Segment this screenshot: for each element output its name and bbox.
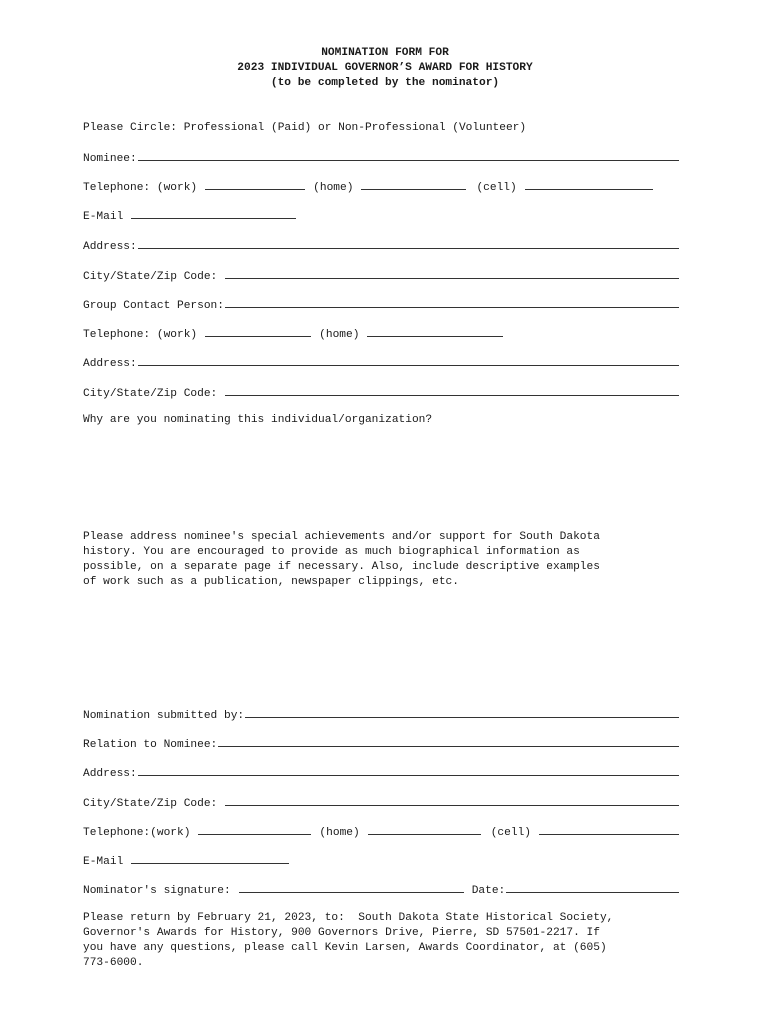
email-field[interactable] [131, 207, 296, 219]
group-telephone-work-label: Telephone: (work) [83, 329, 198, 341]
telephone-cell-label: (cell) [476, 182, 517, 194]
instructions-paragraph: Please address nominee's special achievements and/or support for South Dakota history. You are encouraged to provide as much biographical information as possible, on a separate page if necessary. Also, include descriptive examples of work such as a publication, newspaper clippings, etc. [83, 531, 600, 588]
submitter-telephone-cell-field[interactable] [539, 823, 679, 835]
group-contact-field[interactable] [225, 296, 679, 308]
group-telephone-home-label: (home) [319, 329, 360, 341]
group-city-row [83, 384, 679, 401]
address-field[interactable] [138, 237, 679, 249]
return-instructions: Please return by February 21, 2023, to: South Dakota State Historical Society, Governor's Awards for History, 900 Governors Drive, Pierre, SD 57501-2217. If you have any questions, please call Kevin Larsen, Awards Coordinator, at (605) 773-6000. [83, 912, 614, 969]
form-subtitle: 2023 INDIVIDUAL GOVERNOR’S AWARD FOR HISTORY [237, 62, 533, 74]
form-note: (to be completed by the nominator) [270, 77, 500, 89]
group-contact-label: Group Contact Person: [83, 300, 224, 312]
submitter-address-label: Address: [83, 768, 137, 780]
telephone-cell-field[interactable] [525, 178, 653, 190]
group-telephone-home-field[interactable] [367, 325, 503, 337]
group-address-row [83, 354, 679, 371]
city-state-zip-label: City/State/Zip Code: [83, 271, 218, 283]
nominee-address-row [83, 237, 679, 254]
telephone-work-field[interactable] [205, 178, 305, 190]
submitter-city-state-zip-field[interactable] [225, 794, 679, 806]
group-telephone-row [83, 325, 679, 342]
nominee-field[interactable] [138, 149, 679, 161]
nominee-row [83, 149, 679, 166]
submitter-telephone-work-label: Telephone:(work) [83, 827, 191, 839]
submitter-email-row [83, 852, 679, 869]
email-label: E-Mail [83, 211, 124, 223]
nominee-telephone-row [83, 178, 679, 195]
submitter-telephone-home-label: (home) [319, 827, 360, 839]
date-label: Date: [471, 885, 506, 897]
telephone-home-label: (home) [313, 182, 354, 194]
group-city-state-zip-field[interactable] [225, 384, 679, 396]
telephone-work-label: Telephone: (work) [83, 182, 198, 194]
relation-field[interactable] [218, 735, 679, 747]
signature-field[interactable] [239, 881, 464, 893]
submitted-by-row [83, 706, 679, 723]
submitted-by-field[interactable] [245, 706, 679, 718]
circle-instruction: Please Circle: Professional (Paid) or Non-Professional (Volunteer) [83, 122, 527, 134]
submitter-address-row [83, 764, 679, 781]
submitter-city-state-zip-label: City/State/Zip Code: [83, 798, 218, 810]
relation-label: Relation to Nominee: [83, 739, 218, 751]
form-title: NOMINATION FORM FOR [321, 47, 449, 59]
submitter-email-field[interactable] [131, 852, 289, 864]
nominee-city-row [83, 267, 679, 284]
submitter-city-row [83, 794, 679, 811]
group-city-state-zip-label: City/State/Zip Code: [83, 388, 218, 400]
why-question: Why are you nominating this individual/organization? [83, 414, 433, 426]
submitter-email-label: E-Mail [83, 856, 124, 868]
submitter-telephone-work-field[interactable] [198, 823, 311, 835]
date-field[interactable] [506, 881, 679, 893]
group-contact-row [83, 296, 679, 313]
group-address-field[interactable] [138, 354, 679, 366]
submitter-address-field[interactable] [138, 764, 679, 776]
city-state-zip-field[interactable] [225, 267, 679, 279]
group-address-label: Address: [83, 358, 137, 370]
submitter-telephone-row [83, 823, 679, 840]
signature-label: Nominator's signature: [83, 885, 231, 897]
submitter-telephone-home-field[interactable] [368, 823, 481, 835]
nominee-label: Nominee: [83, 153, 137, 165]
nominee-email-row [83, 207, 679, 224]
group-telephone-work-field[interactable] [205, 325, 311, 337]
telephone-home-field[interactable] [361, 178, 466, 190]
submitter-telephone-cell-label: (cell) [490, 827, 532, 839]
signature-row [83, 881, 679, 898]
address-label: Address: [83, 241, 137, 253]
relation-row [83, 735, 679, 752]
submitted-by-label: Nomination submitted by: [83, 710, 245, 722]
